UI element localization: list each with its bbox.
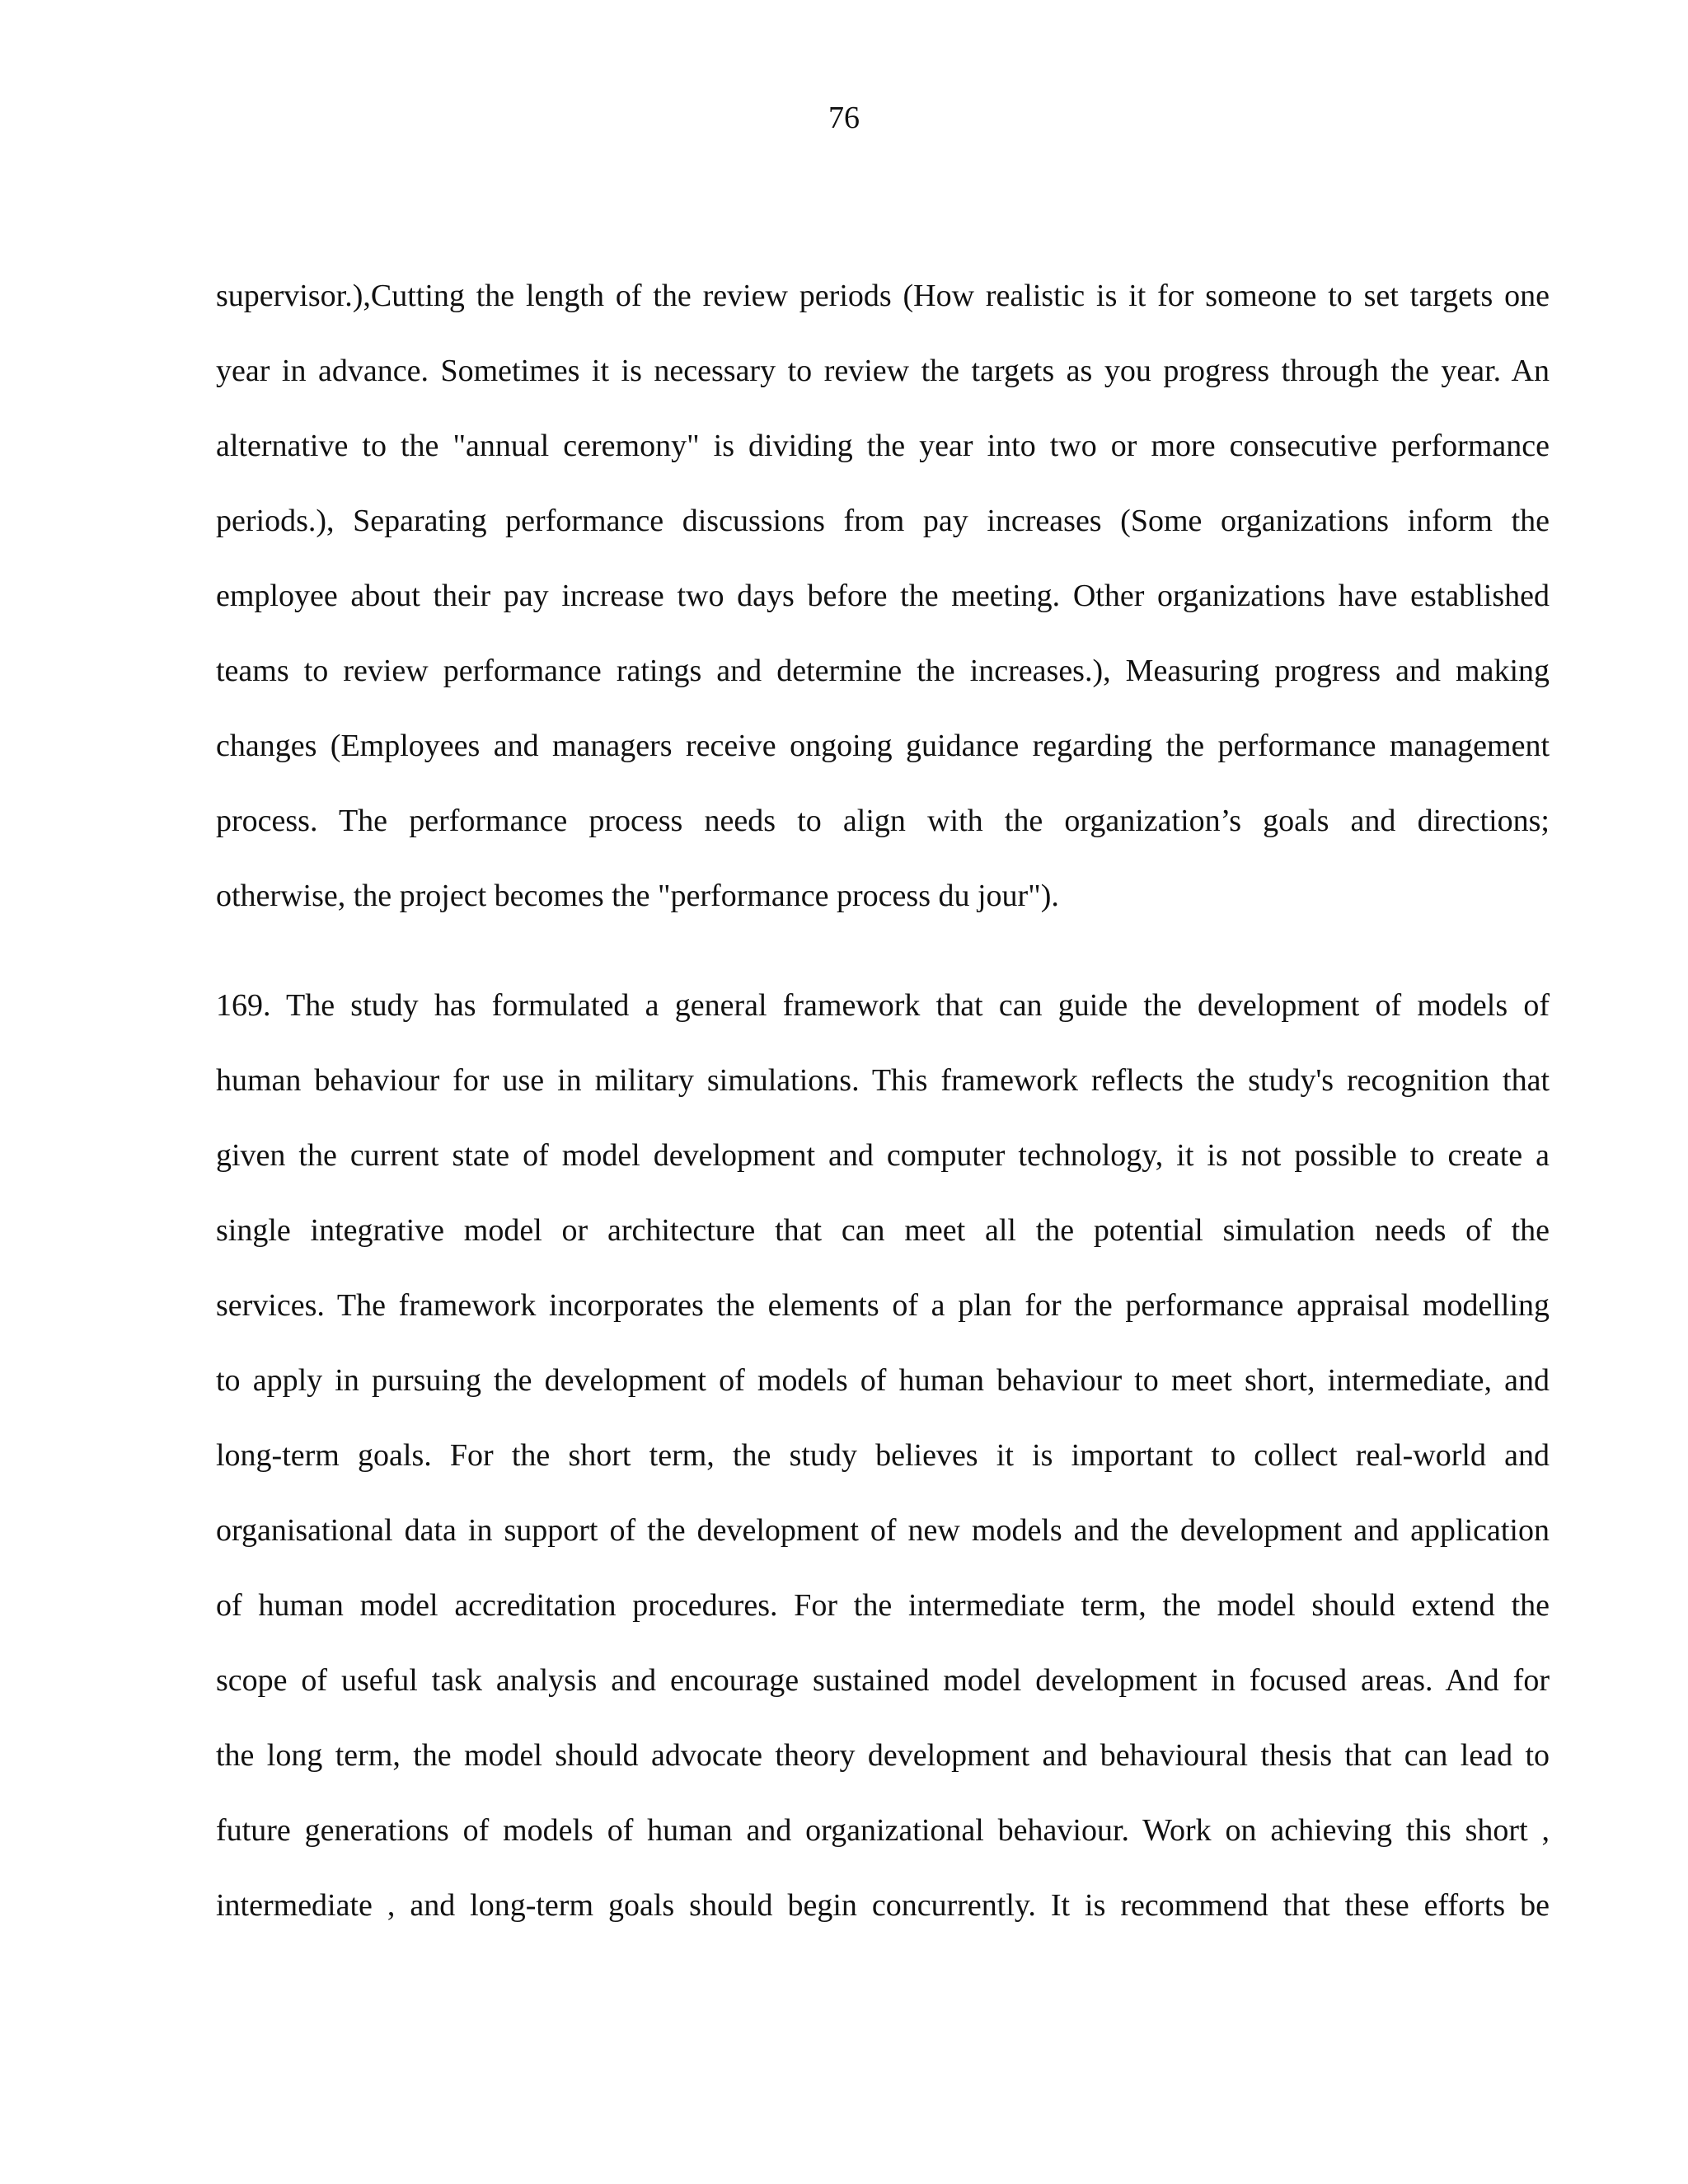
paragraph-1-line: otherwise, the project becomes the "performance process du jour"). [216, 879, 1059, 913]
paragraph-1-line: alternative to the "annual ceremony" is dividing the year into two or more consecutive performance [216, 429, 1550, 463]
paragraph-2-line: 169. The study has formulated a general framework that can guide the development of models of [216, 988, 1550, 1023]
paragraph-1 [216, 259, 1550, 934]
paragraph-1-line: changes (Employees and managers receive ongoing guidance regarding the performance management [216, 729, 1550, 763]
paragraph-2-line: the long term, the model should advocate theory development and behavioural thesis that can lead to [216, 1738, 1550, 1773]
paragraph-2-line: intermediate , and long-term goals should begin concurrently. It is recommend that these efforts be [216, 1888, 1550, 1923]
paragraph-2-line: single integrative model or architecture that can meet all the potential simulation needs of the [216, 1213, 1550, 1248]
paragraph-1-line: periods.), Separating performance discussions from pay increases (Some organizations inform the [216, 504, 1550, 538]
paragraph-2-line: organisational data in support of the development of new models and the development and application [216, 1513, 1550, 1548]
paragraph-1-line: employee about their pay increase two days before the meeting. Other organizations have established [216, 579, 1550, 613]
paragraph-1-line: year in advance. Sometimes it is necessary to review the targets as you progress through the year. An [216, 354, 1550, 388]
page-number: 76 [828, 101, 860, 135]
paragraph-2-line: scope of useful task analysis and encourage sustained model development in focused areas. And for [216, 1663, 1550, 1698]
paragraph-2-line: services. The framework incorporates the elements of a plan for the performance appraisal modelling [216, 1288, 1550, 1323]
paragraph-2-line: human behaviour for use in military simulations. This framework reflects the study's recognition that [216, 1063, 1550, 1098]
paragraph-1-line: process. The performance process needs to align with the organization’s goals and directions; [216, 804, 1550, 838]
paragraph-1-line: supervisor.),Cutting the length of the review periods (How realistic is it for someone to set targets one [216, 279, 1550, 313]
paragraph-2-line: of human model accreditation procedures. For the intermediate term, the model should extend the [216, 1588, 1550, 1623]
paragraph-2-line: to apply in pursuing the development of models of human behaviour to meet short, intermediate, and [216, 1363, 1550, 1398]
paragraph-2 [216, 968, 1550, 1943]
paragraph-2-line: future generations of models of human and organizational behaviour. Work on achieving this short , [216, 1813, 1550, 1848]
paragraph-2-line: given the current state of model development and computer technology, it is not possible to create a [216, 1138, 1550, 1173]
paragraph-1-line: teams to review performance ratings and determine the increases.), Measuring progress and making [216, 654, 1550, 688]
paragraph-2-line: long-term goals. For the short term, the study believes it is important to collect real-world and [216, 1438, 1550, 1473]
